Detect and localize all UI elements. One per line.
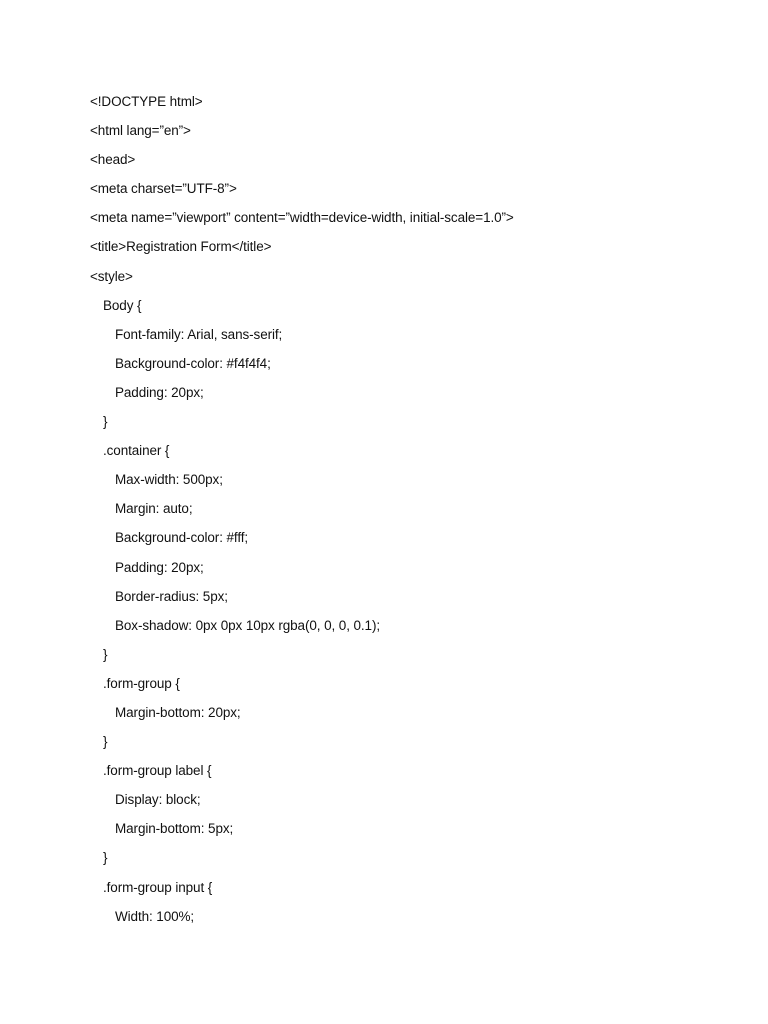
code-line: Margin: auto; <box>115 501 193 517</box>
code-line: <style> <box>90 268 133 284</box>
code-line: .form-group input { <box>103 879 213 895</box>
code-line: Margin-bottom: 5px; <box>115 821 234 837</box>
code-line: <meta charset=”UTF-8”> <box>90 181 237 197</box>
code-line: Display: block; <box>115 792 201 808</box>
code-line: Padding: 20px; <box>115 384 204 400</box>
code-line: } <box>103 734 108 750</box>
code-line: <head> <box>90 152 136 168</box>
code-line: Max-width: 500px; <box>115 472 223 488</box>
code-line: Background-color: #f4f4f4; <box>115 355 271 371</box>
code-line: <title>Registration Form</title> <box>90 239 272 255</box>
code-line: Box-shadow: 0px 0px 10px rgba(0, 0, 0, 0.1); <box>115 617 381 633</box>
code-line: .form-group label { <box>103 763 212 779</box>
code-line: } <box>103 414 108 430</box>
code-line: Body { <box>103 297 142 313</box>
code-line: Width: 100%; <box>115 908 195 924</box>
code-line: .container { <box>103 443 170 459</box>
code-line: } <box>103 646 108 662</box>
code-line: Margin-bottom: 20px; <box>115 704 241 720</box>
code-line: Border-radius: 5px; <box>115 588 228 604</box>
code-line: } <box>103 850 108 866</box>
code-line: .form-group { <box>103 675 180 691</box>
code-line: Background-color: #fff; <box>115 530 249 546</box>
code-line: <!DOCTYPE html> <box>90 94 203 109</box>
code-line: <meta name=”viewport” content=”width=device-width, initial-scale=1.0”> <box>90 210 514 226</box>
code-line: Font-family: Arial, sans-serif; <box>115 326 283 342</box>
code-line: <html lang=”en”> <box>90 123 191 139</box>
code-listing <box>90 92 730 936</box>
code-line: Padding: 20px; <box>115 559 204 575</box>
